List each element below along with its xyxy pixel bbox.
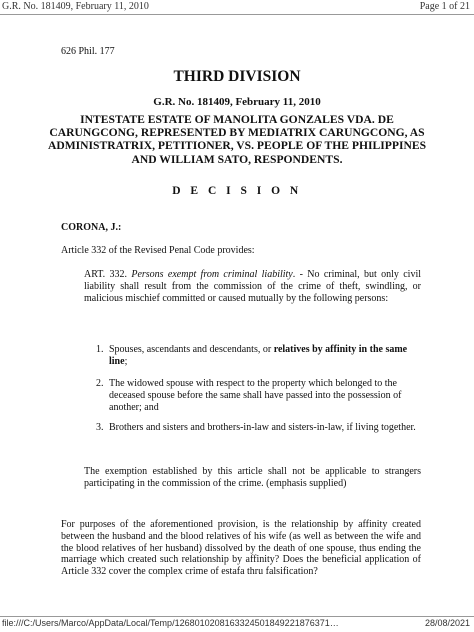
list-item-number: 3.: [96, 422, 104, 433]
header-divider: [0, 14, 474, 15]
list-item: [96, 344, 418, 368]
list-item-text: Brothers and sisters and brothers-in-law and sisters-in-law, if living together.: [109, 422, 416, 433]
exemption-paragraph: The exemption established by this article shall not be applicable to strangers participating in the commission of the crime. (emphasis supplied): [84, 466, 421, 489]
decision-heading: D E C I S I O N: [172, 185, 302, 197]
list-item-suffix: ;: [124, 355, 128, 367]
reporter-citation: 626 Phil. 177: [61, 46, 115, 57]
question-paragraph: For purposes of the aforementioned provision, is the relationship by affinity created between the husband and the blood relatives of his wife (as well as between the wife and the blood relatives of her husband) dissolved by the death of one spouse, thus ending the marriage which created such relationship by affinity? Does the beneficial application of Article 332 cover the complex crime of estafa thru falsification?: [61, 519, 421, 578]
list-item-text: The widowed spouse with respect to the property which belonged to the deceased spouse before the same shall have passed into the possession of another; and: [109, 378, 402, 413]
case-number: G.R. No. 181409, February 11, 2010: [153, 96, 321, 108]
list-item: [96, 422, 418, 434]
header-case-reference: G.R. No. 181409, February 11, 2010: [2, 1, 149, 12]
header-page-number: Page 1 of 21: [419, 1, 470, 12]
ponente: CORONA, J.:: [61, 222, 122, 233]
list-item-emphasis: relatives by affinity in the same line: [109, 344, 408, 367]
article-heading: Persons exempt from criminal liability: [131, 269, 293, 280]
list-item-number: 2.: [96, 378, 104, 389]
article-quote: [84, 269, 421, 304]
intro-paragraph: Article 332 of the Revised Penal Code provides:: [61, 245, 255, 256]
list-item-text: Spouses, ascendants and descendants, or: [109, 344, 274, 355]
case-title: INTESTATE ESTATE OF MANOLITA GONZALES VDA. DE CARUNGCONG, REPRESENTED BY MEDIATRIX CARUNGCONG, AS ADMINISTRATRIX, PETITIONER, VS. PEOPLE OF THE PHILIPPINES AND WILLIAM SATO, RESPONDENTS.: [47, 113, 427, 166]
footer-file-path[interactable]: file:///C:/Users/Marco/AppData/Local/Temp/1268010208163324501849221876371…: [2, 618, 339, 628]
footer-divider: [0, 616, 474, 617]
division-heading: THIRD DIVISION: [173, 68, 301, 85]
list-item-number: 1.: [96, 344, 104, 355]
article-prefix: ART. 332.: [84, 269, 127, 280]
article-body: . - No criminal, but only civil liability shall result from the commission of the crime of theft, swindling, or malicious mischief committed or caused mutually by the following persons:: [84, 269, 421, 304]
list-item: [96, 378, 418, 413]
footer-date: 28/08/2021: [424, 618, 470, 628]
